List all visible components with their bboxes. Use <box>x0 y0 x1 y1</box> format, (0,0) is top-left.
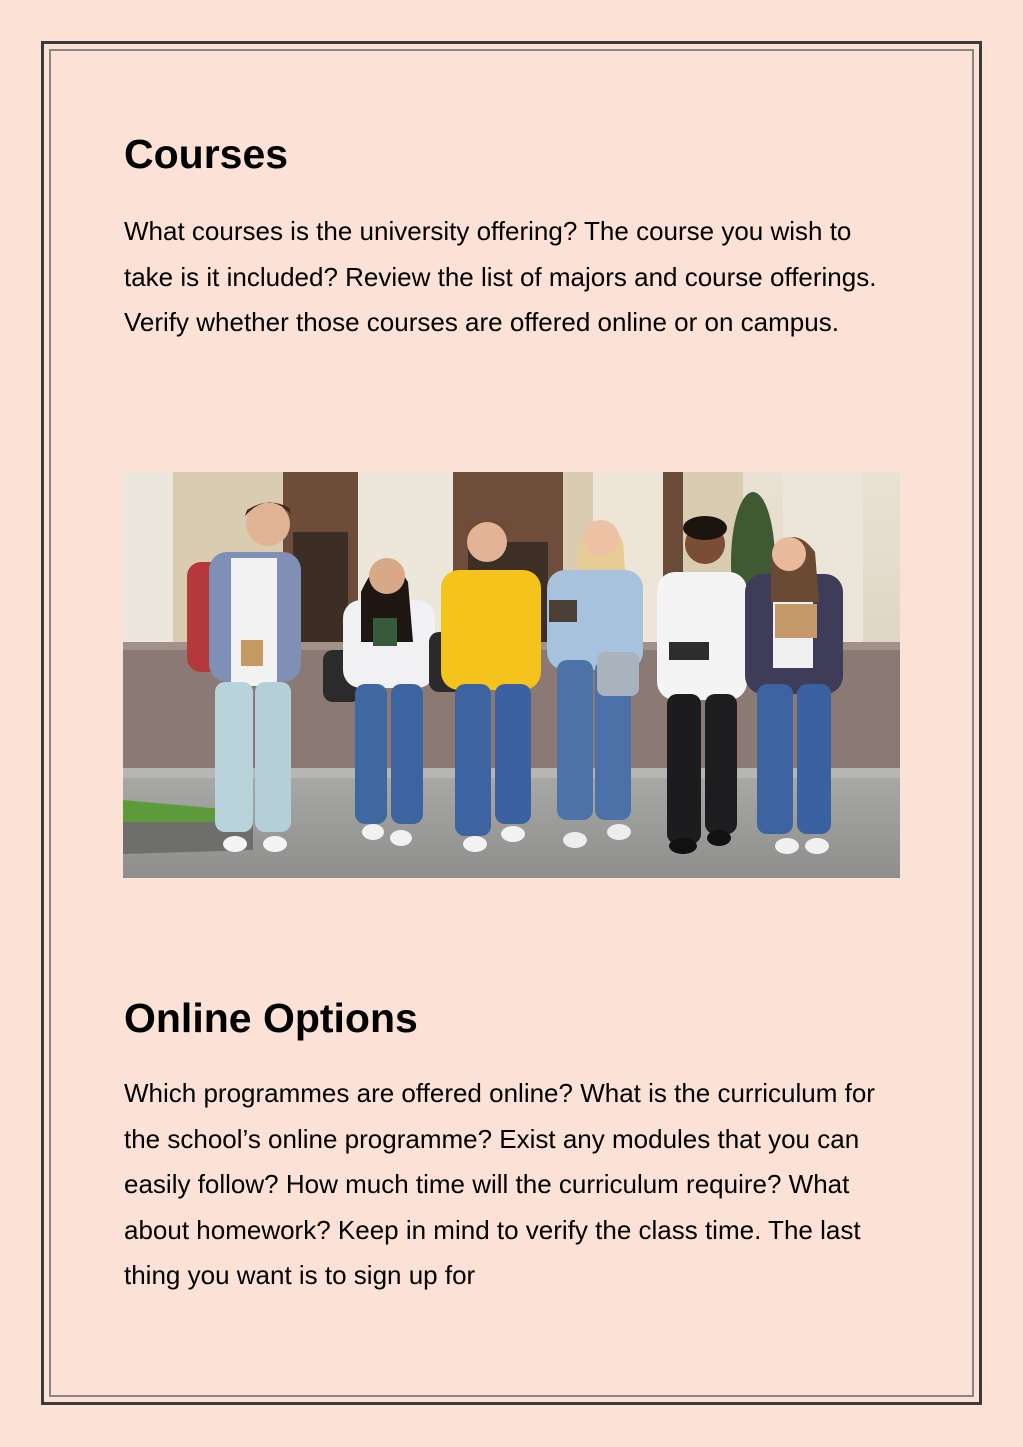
students-walking-photo <box>123 472 900 878</box>
online-options-paragraph: Which programmes are offered online? What is the curriculum for the school’s online programme? Exist any modules that you can easily follow? How much time will the curriculum require? What about homework? Keep in mind to verify the class time. The last thing you want is to sign up for <box>124 1078 875 1290</box>
courses-paragraph: What courses is the university offering? The course you wish to take is it included? Review the list of majors and course offerings. Verify whether those courses are offered online or on campus. <box>124 216 877 337</box>
online-options-heading: Online Options <box>124 995 418 1041</box>
courses-heading: Courses <box>124 131 289 177</box>
